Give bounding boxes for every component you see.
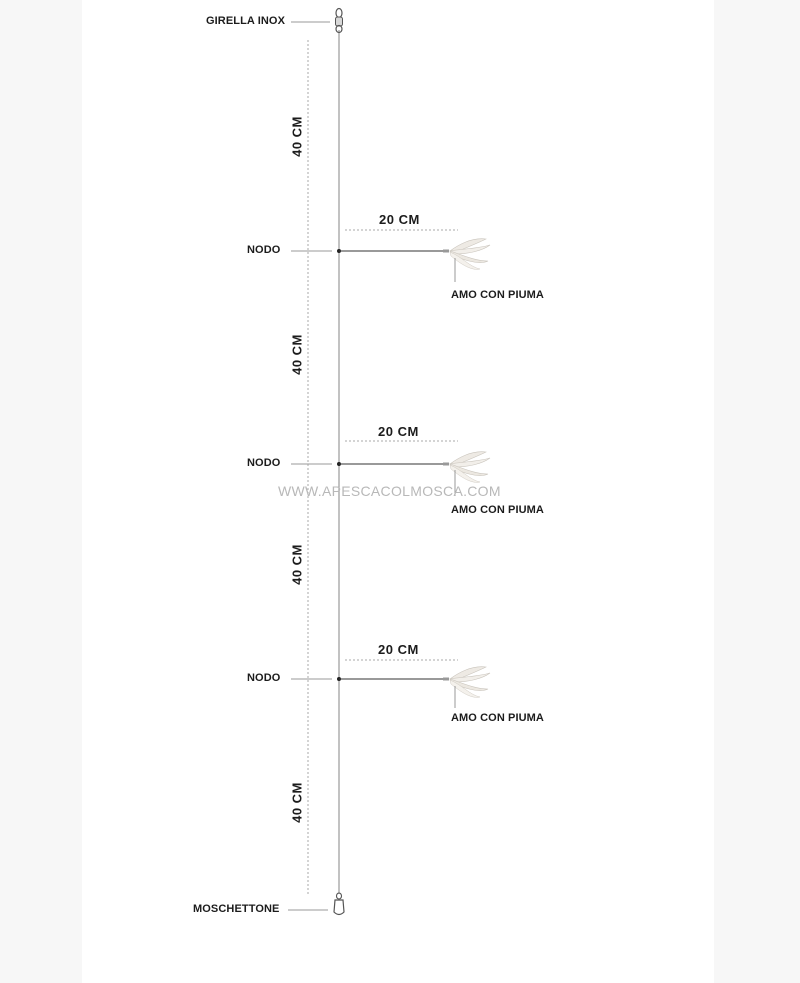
hook-3-label: AMO CON PIUMA bbox=[451, 712, 544, 724]
swivel-icon bbox=[336, 9, 343, 33]
segment-2-dimension: 40 CM bbox=[289, 334, 305, 375]
watermark: WWW.APESCACOLMOSCA.COM bbox=[278, 483, 501, 499]
segment-4-dimension: 40 CM bbox=[289, 782, 305, 823]
feather-hook-icon bbox=[443, 667, 490, 698]
knot-2-label: NODO bbox=[247, 457, 281, 469]
feather-hook-icon bbox=[443, 452, 490, 483]
branch-3 bbox=[291, 660, 490, 708]
snap-icon bbox=[334, 893, 344, 915]
feather-hook-icon bbox=[443, 239, 490, 270]
branch-1-dimension: 20 CM bbox=[379, 212, 420, 227]
hook-2-label: AMO CON PIUMA bbox=[451, 504, 544, 516]
segment-1-dimension: 40 CM bbox=[289, 116, 305, 157]
knot-1-label: NODO bbox=[247, 244, 281, 256]
swivel-label: GIRELLA INOX bbox=[206, 15, 286, 27]
branch-1 bbox=[291, 230, 490, 282]
branch-2-dimension: 20 CM bbox=[378, 424, 419, 439]
hook-1-label: AMO CON PIUMA bbox=[451, 289, 544, 301]
snap-label: MOSCHETTONE bbox=[193, 903, 280, 915]
knot-3-label: NODO bbox=[247, 672, 281, 684]
branch-3-dimension: 20 CM bbox=[378, 642, 419, 657]
segment-3-dimension: 40 CM bbox=[289, 544, 305, 585]
